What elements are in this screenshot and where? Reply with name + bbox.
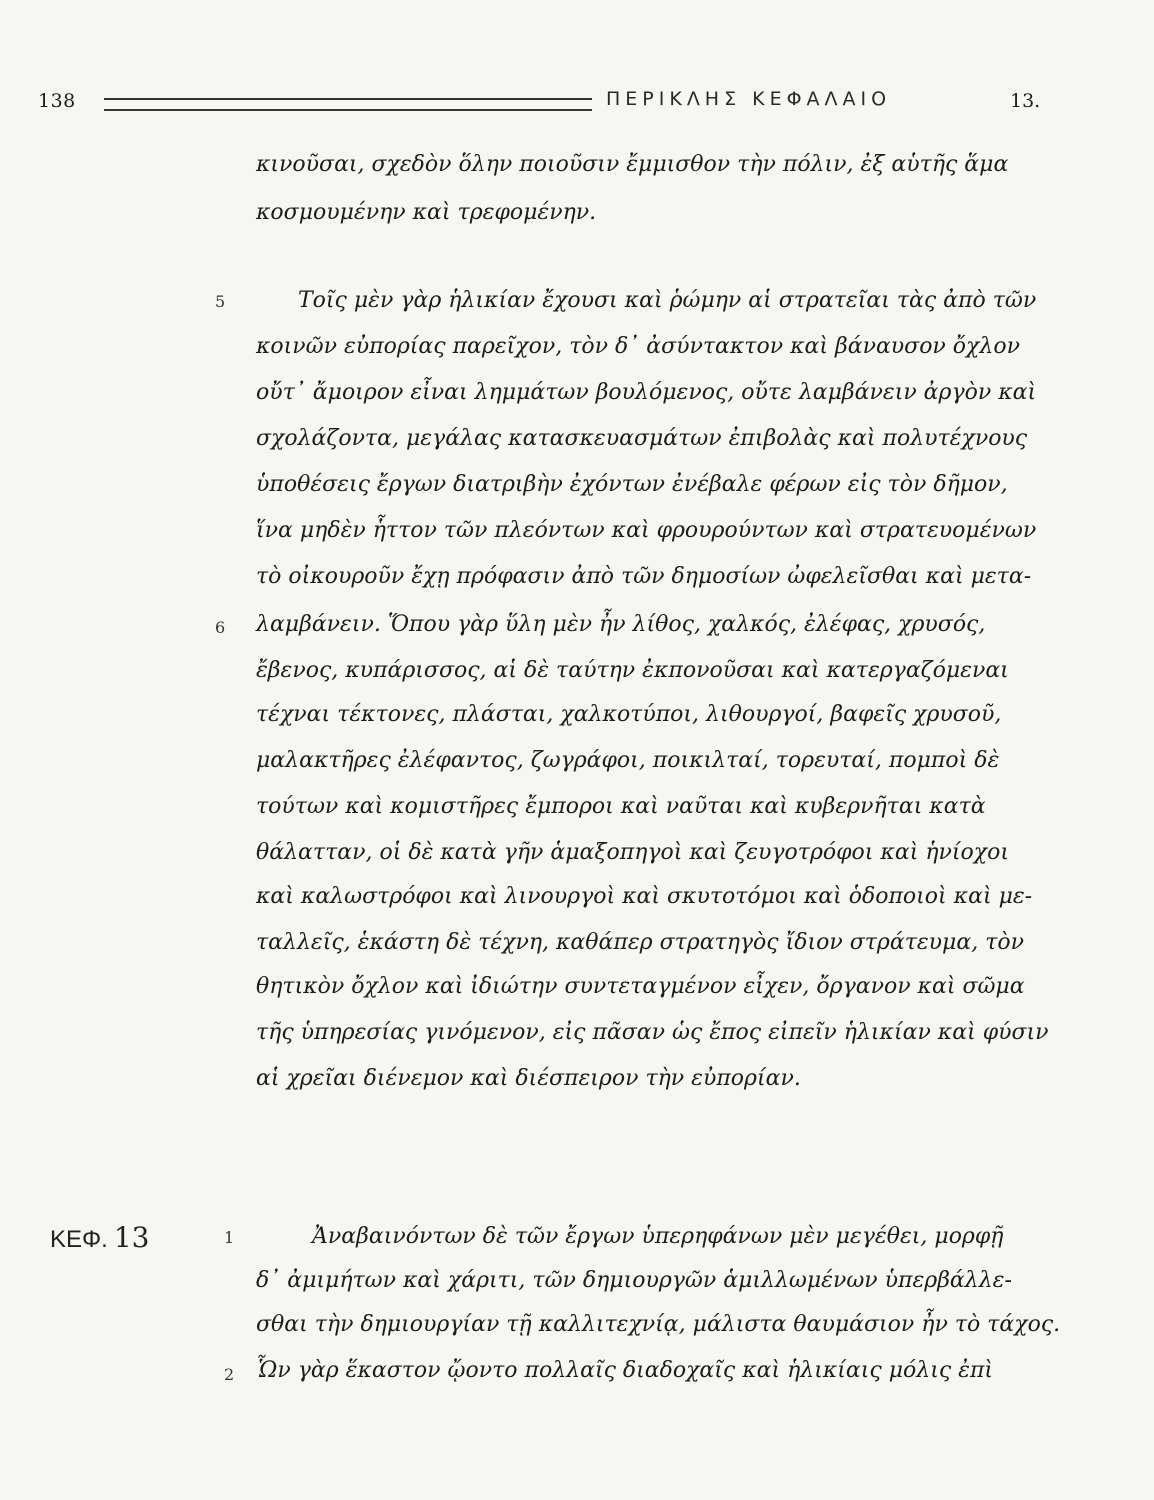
- text-line: καὶ καλωστρόφοι καὶ λινουργοὶ καὶ σκυτοτόμοι καὶ ὁδοποιοὶ καὶ με-: [256, 884, 1033, 909]
- text-line: θάλατταν, οἱ δὲ κατὰ γῆν ἁμαξοπηγοὶ καὶ ζευγοτρόφοι καὶ ἡνίοχοι: [256, 840, 1009, 865]
- running-chapter-number: 13.: [1010, 90, 1041, 112]
- text-line: κινοῦσαι, σχεδὸν ὅλην ποιοῦσιν ἔμμισθον τὴν πόλιν, ἐξ αὑτῆς ἅμα: [256, 152, 1009, 177]
- chapter-label: [50, 1221, 149, 1254]
- chapter-label-prefix: ΚΕΦ.: [50, 1226, 108, 1253]
- margin-section-number: 1: [224, 1228, 235, 1247]
- text-line: θητικὸν ὄχλον καὶ ἰδιώτην συντεταγμένον εἶχεν, ὄργανον καὶ σῶμα: [256, 974, 1025, 999]
- margin-section-number: 6: [215, 618, 226, 637]
- text-line: ὑποθέσεις ἔργων διατριβὴν ἐχόντων ἐνέβαλε φέρων εἰς τὸν δῆμον,: [256, 472, 1008, 497]
- text-line: δ᾿ ἀμιμήτων καὶ χάριτι, τῶν δημιουργῶν ἁμιλλωμένων ὑπερβάλλε-: [256, 1268, 1012, 1293]
- chapter-label-number: 13: [113, 1221, 150, 1254]
- text-line: ἵνα μηδὲν ἧττον τῶν πλεόντων καὶ φρουρούντων καὶ στρατευομένων: [256, 518, 1037, 543]
- text-line: Ὧν γὰρ ἕκαστον ᾤοντο πολλαῖς διαδοχαῖς καὶ ἡλικίαις μόλις ἐπὶ: [256, 1358, 994, 1383]
- text-line: Τοῖς μὲν γὰρ ἡλικίαν ἔχουσι καὶ ῥώμην αἱ στρατεῖαι τὰς ἀπὸ τῶν: [298, 288, 1037, 313]
- text-line: λαμβάνειν. Ὅπου γὰρ ὕλη μὲν ἦν λίθος, χαλκός, ἐλέφας, χρυσός,: [256, 612, 986, 637]
- text-line: ἔβενος, κυπάρισσος, αἱ δὲ ταύτην ἐκπονοῦσαι καὶ κατεργαζόμεναι: [256, 658, 1009, 683]
- page-number: 138: [38, 90, 76, 112]
- text-line: σθαι τὴν δημιουργίαν τῇ καλλιτεχνίᾳ, μάλιστα θαυμάσιον ἦν τὸ τάχος.: [256, 1312, 1061, 1337]
- text-line: μαλακτῆρες ἐλέφαντος, ζωγράφοι, ποικιλταί, τορευταί, πομποὶ δὲ: [256, 748, 1000, 773]
- text-line: αἱ χρεῖαι διένεμον καὶ διέσπειρον τὴν εὐπορίαν.: [256, 1066, 801, 1091]
- text-line: τὸ οἰκουροῦν ἔχῃ πρόφασιν ἀπὸ τῶν δημοσίων ὠφελεῖσθαι καὶ μετα-: [256, 564, 1032, 589]
- text-line: οὔτ᾿ ἄμοιρον εἶναι λημμάτων βουλόμενος, οὔτε λαμβάνειν ἀργὸν καὶ: [256, 380, 1037, 405]
- margin-section-number: 5: [215, 292, 226, 311]
- text-line: τῆς ὑπηρεσίας γινόμενον, εἰς πᾶσαν ὡς ἔπος εἰπεῖν ἡλικίαν καὶ φύσιν: [256, 1020, 1049, 1045]
- text-line: τέχναι τέκτονες, πλάσται, χαλκοτύποι, λιθουργοί, βαφεῖς χρυσοῦ,: [256, 702, 1002, 727]
- text-line: σχολάζοντα, μεγάλας κατασκευασμάτων ἐπιβολὰς καὶ πολυτέχνους: [256, 426, 1028, 451]
- text-line: ταλλεῖς, ἑκάστη δὲ τέχνη, καθάπερ στρατηγὸς ἴδιον στράτευμα, τὸν: [256, 930, 1024, 955]
- text-line: τούτων καὶ κομιστῆρες ἔμποροι καὶ ναῦται καὶ κυβερνῆται κατὰ: [256, 794, 986, 819]
- header-double-rule: [104, 98, 592, 111]
- text-line: κοινῶν εὐπορίας παρεῖχον, τὸν δ᾿ ἀσύντακτον καὶ βάναυσον ὄχλον: [256, 334, 1020, 359]
- text-line: Ἀναβαινόντων δὲ τῶν ἔργων ὑπερηφάνων μὲν μεγέθει, μορφῇ: [312, 1224, 1004, 1249]
- text-line: κοσμουμένην καὶ τρεφομένην.: [256, 200, 597, 225]
- margin-section-number: 2: [224, 1365, 235, 1384]
- running-title: ΠΕΡΙΚΛΗΣ ΚΕΦΑΛΑΙΟ: [606, 88, 892, 110]
